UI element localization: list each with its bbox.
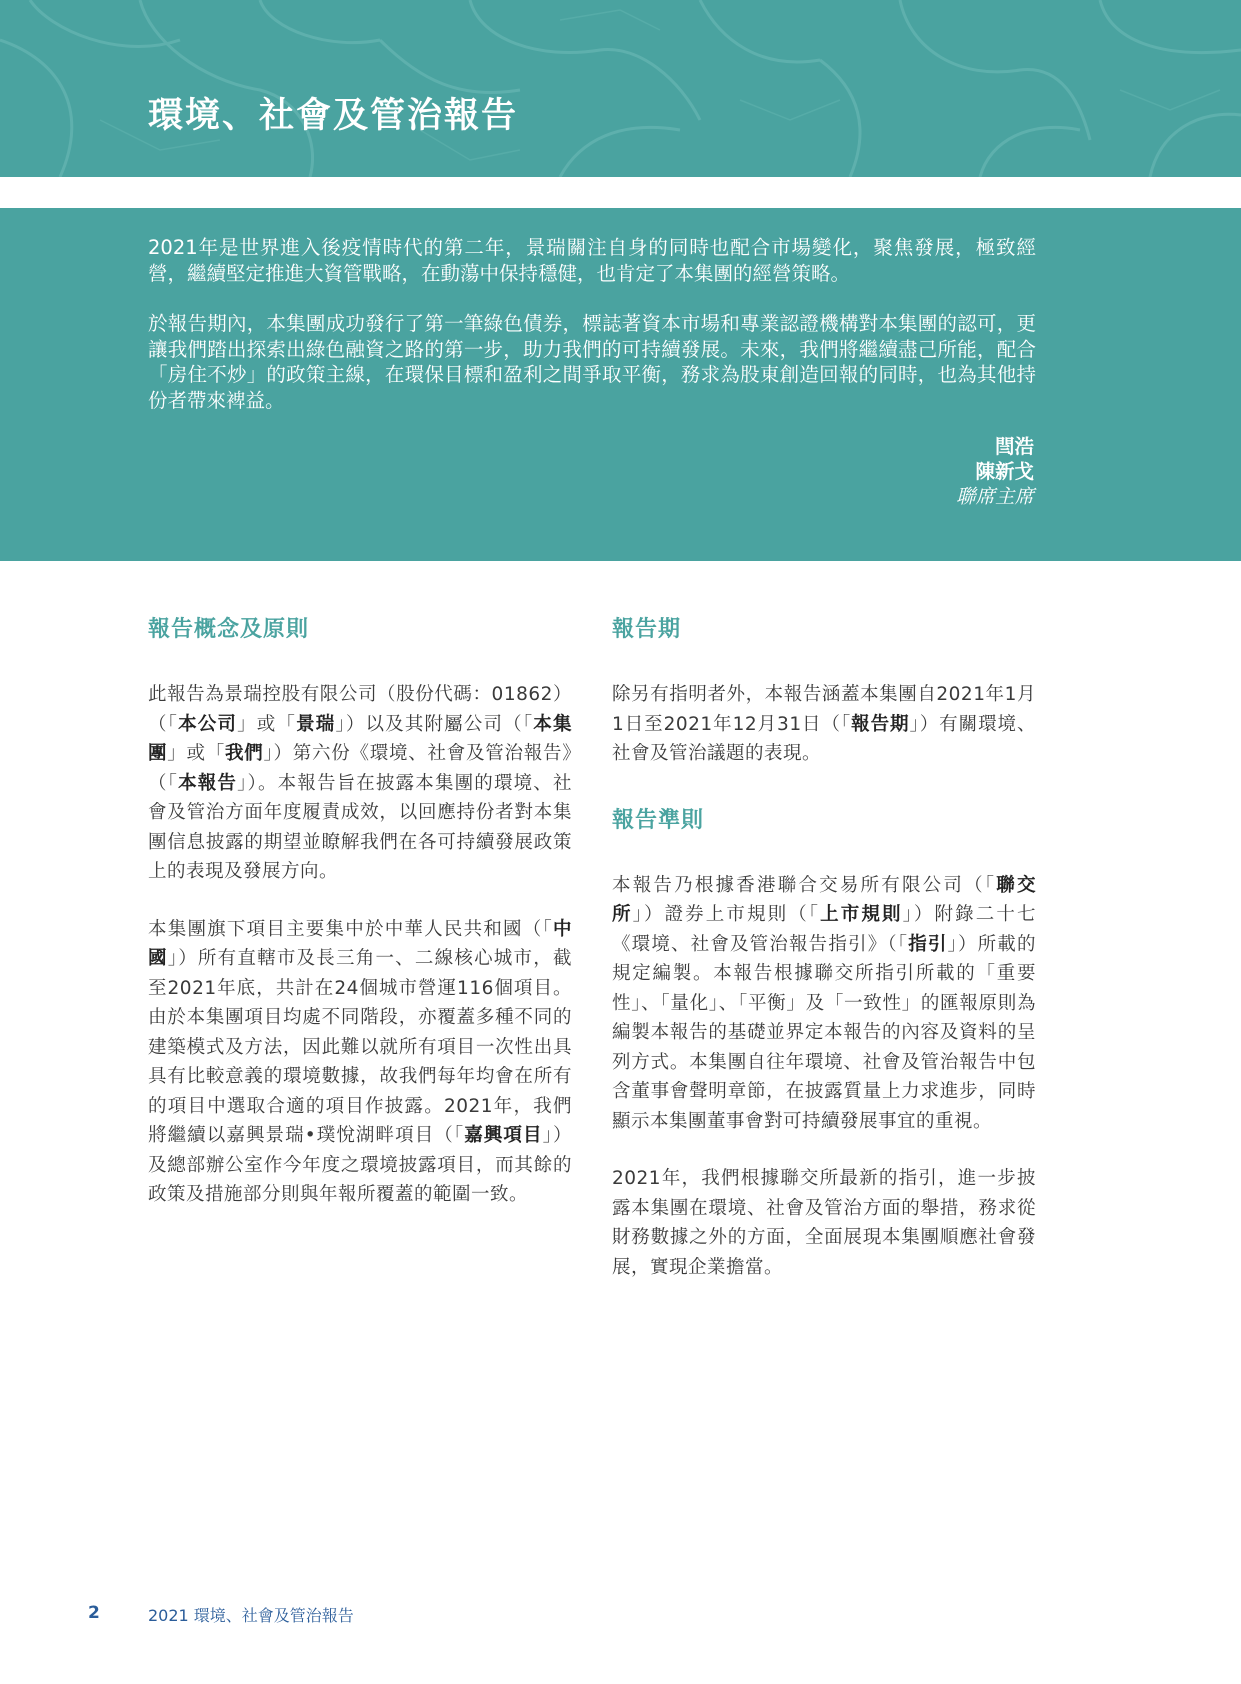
section-heading: 報告概念及原則: [148, 617, 310, 642]
signatory-name: 陳新戈: [975, 460, 1034, 483]
page-title: 環境、社會及管治報告: [148, 95, 519, 136]
left-column: [148, 612, 572, 1210]
body-paragraph: 2021年，我們根據聯交所最新的指引，進一步披露本集團在環境、社會及管治方面的舉措，務求從財務數據之外的方面，全面展現本集團順應社會發展，實現企業擔當。: [612, 1168, 1036, 1278]
intro-paragraph: 2021年是世界進入後疫情時代的第二年，景瑞關注自身的同時也配合市場變化，聚焦發展，極致經營，繼續堅定推進大資管戰略，在動蕩中保持穩健，也肯定了本集團的經營策略。: [148, 236, 1036, 285]
intro-paragraph: 於報告期內，本集團成功發行了第一筆綠色債券，標誌著資本市場和專業認證機構對本集團的認可，更讓我們踏出探索出綠色融資之路的第一步，助力我們的可持續發展。未來，我們將繼續盡己所能，配合「房住不炒」的政策主線，在環保目標和盈利之間爭取平衡，務求為股東創造回報的同時，也為其他持份者帶來裨益。: [148, 312, 1036, 412]
footer-report-title: 2021 環境、社會及管治報告: [148, 1606, 354, 1625]
body-paragraph: 本集團旗下項目主要集中於中華人民共和國（「中國」）所有直轄市及長三角一、二線核心城市，截至2021年底，共計在24個城市營運116個項目。由於本集團項目均處不同階段，亦覆蓋多種不同的建築模式及方法，因此難以就所有項目一次性出具具有比較意義的環境數據，故我們每年均會在所有的項目中選取合適的項目作披露。2021年，我們將繼續以嘉興景瑞•璞悅湖畔項目（「嘉興項目」）及總部辦公室作今年度之環境披露項目，而其餘的政策及措施部分則與年報所覆蓋的範圍一致。: [148, 918, 572, 1205]
signatory-role: 聯席主席: [955, 485, 1034, 508]
right-column: [612, 612, 1036, 1282]
body-paragraph: 此報告為景瑞控股有限公司（股份代碼：01862）（「本公司」或「景瑞」）以及其附屬公司（「本集團」或「我們」）第六份《環境、社會及管治報告》（「本報告」）。本報告旨在披露本集團的環境、社會及管治方面年度履責成效，以回應持份者對本集團信息披露的期望並瞭解我們在各可持續發展政策上的表現及發展方向。: [148, 684, 572, 882]
body-paragraph: 除另有指明者外，本報告涵蓋本集團自2021年1月1日至2021年12月31日（「報告期」）有關環境、社會及管治議題的表現。: [612, 684, 1036, 764]
header-banner: [0, 0, 1241, 177]
body-paragraph: 本報告乃根據香港聯合交易所有限公司（「聯交所」）證券上市規則（「上市規則」）附錄二十七《環境、社會及管治報告指引》（「指引」）所載的規定編製。本報告根據聯交所指引所載的「重要性」、「量化」、「平衡」及「一致性」的匯報原則為編製本報告的基礎並界定本報告的內容及資料的呈列方式。本集團自往年環境、社會及管治報告中包含董事會聲明章節，在披露質量上力求進步，同時顯示本集團董事會對可持續發展事宜的重視。: [612, 874, 1036, 1132]
section-heading: 報告期: [612, 617, 682, 642]
section-heading: 報告準則: [612, 807, 705, 833]
page-number: 2: [88, 1603, 100, 1623]
signatory-name: 閆浩: [994, 435, 1034, 458]
chairman-statement: [0, 208, 1241, 561]
